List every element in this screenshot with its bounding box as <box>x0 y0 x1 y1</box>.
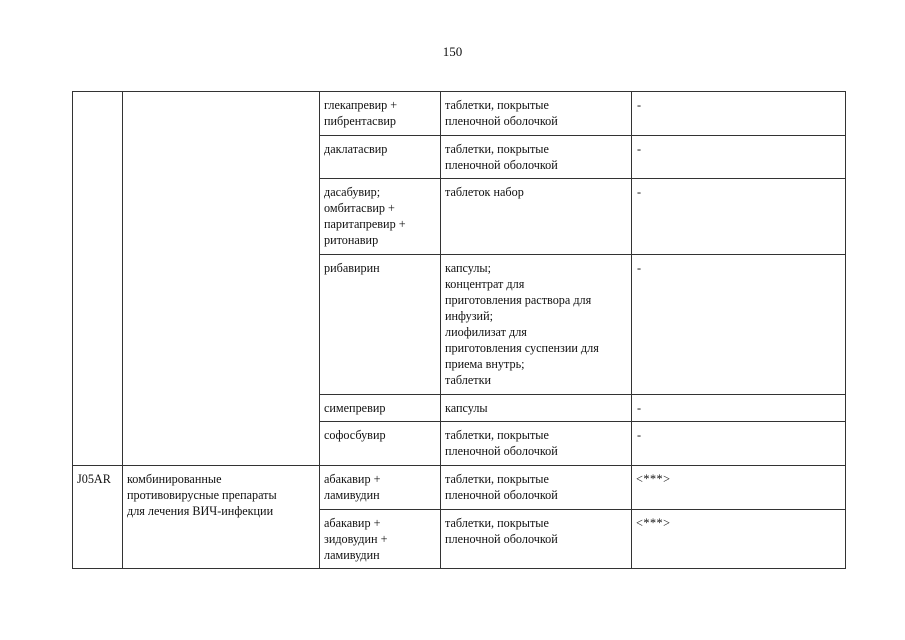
group-cell <box>123 92 320 466</box>
dosage-form-cell: таблетки, покрытые пленочной оболочкой <box>441 510 632 569</box>
dosage-form-cell: капсулы; концентрат для приготовления раствора для инфузий; лиофилизат для приготовления суспензии для приема внутрь; таблетки <box>441 255 632 395</box>
drug-name-cell: софосбувир <box>320 422 441 466</box>
dosage-form-cell: таблетки, покрытые пленочной оболочкой <box>441 422 632 466</box>
atc-code-cell <box>73 92 123 466</box>
note-cell: - <box>632 92 846 136</box>
dosage-form-cell: таблетки, покрытые пленочной оболочкой <box>441 136 632 179</box>
drug-table <box>72 91 846 569</box>
note-cell: <***> <box>632 466 846 510</box>
drug-name-cell: рибавирин <box>320 255 441 395</box>
note-cell: - <box>632 395 846 422</box>
note-cell: - <box>632 255 846 395</box>
dosage-form-cell: капсулы <box>441 395 632 422</box>
table-row <box>73 92 846 136</box>
drug-name-cell: симепревир <box>320 395 441 422</box>
drug-name-cell: глекапревир + пибрентасвир <box>320 92 441 136</box>
note-cell: - <box>632 136 846 179</box>
atc-code-cell: J05AR <box>73 466 123 569</box>
note-cell: - <box>632 179 846 255</box>
drug-name-cell: абакавир + зидовудин + ламивудин <box>320 510 441 569</box>
drug-name-cell: абакавир + ламивудин <box>320 466 441 510</box>
drug-name-cell: даклатасвир <box>320 136 441 179</box>
dosage-form-cell: таблетки, покрытые пленочной оболочкой <box>441 466 632 510</box>
note-cell: <***> <box>632 510 846 569</box>
note-cell: - <box>632 422 846 466</box>
drug-name-cell: дасабувир; омбитасвир + паритапревир + ритонавир <box>320 179 441 255</box>
group-cell: комбинированные противовирусные препараты для лечения ВИЧ-инфекции <box>123 466 320 569</box>
dosage-form-cell: таблеток набор <box>441 179 632 255</box>
table-row <box>73 466 846 510</box>
dosage-form-cell: таблетки, покрытые пленочной оболочкой <box>441 92 632 136</box>
page-number: 150 <box>442 44 463 59</box>
